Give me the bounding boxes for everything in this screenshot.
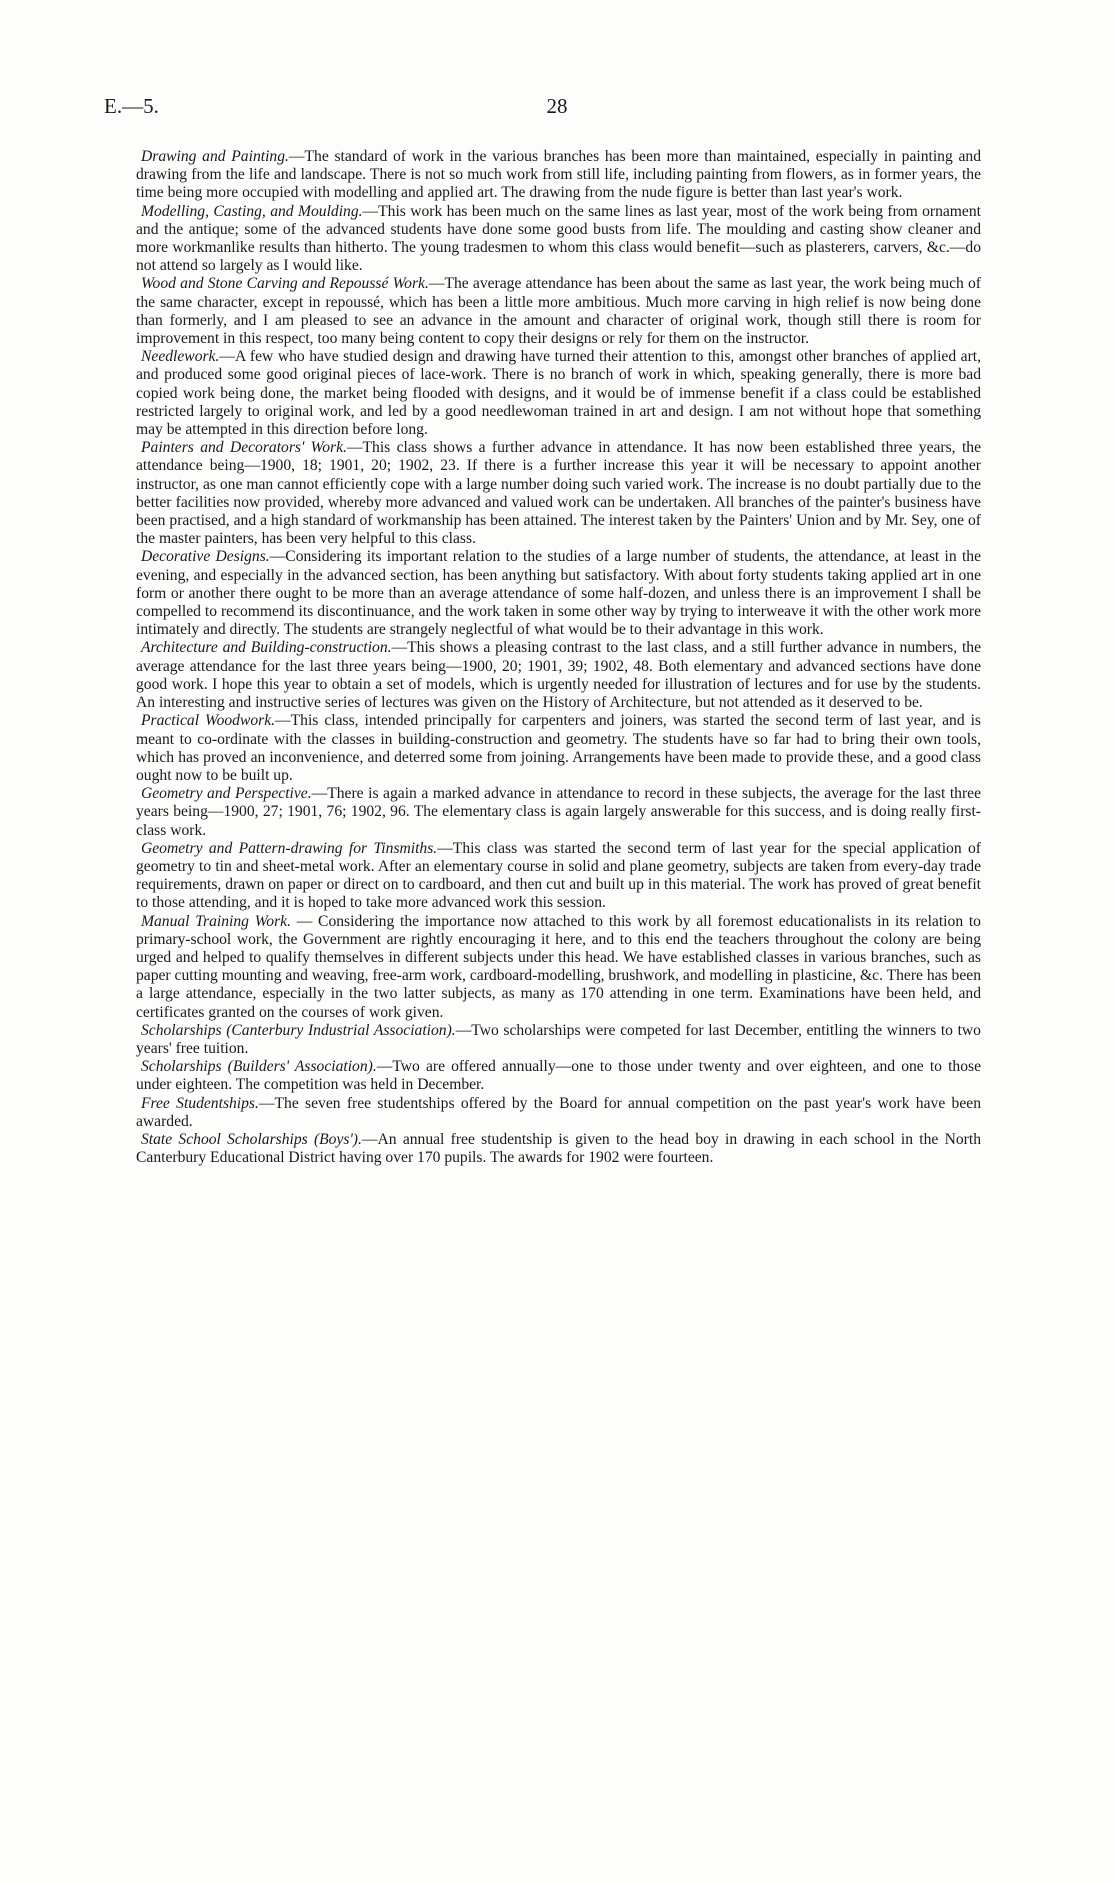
paragraph-state-school-scholarships: State School Scholarships (Boys').—An annual free studentship is given to the head boy in drawing in each school in the North Canterbury Educational District having over 170 pupils. The awards for 1902 were fourteen. bbox=[136, 1130, 981, 1167]
paragraph-free-studentships: Free Studentships.—The seven free studentships offered by the Board for annual competition on the past year's work have been awarded. bbox=[136, 1094, 981, 1130]
document-reference: E.—5. bbox=[104, 94, 159, 118]
paragraph-geometry-perspective: Geometry and Perspective.—There is again a marked advance in attendance to record in these subjects, the average for the last three years being—1900, 27; 1901, 76; 1902, 96. The elementary class is again largely answerable for this success, and is doing really first-class work. bbox=[136, 785, 981, 839]
paragraph-architecture: Architecture and Building-construction.—This shows a pleasing contrast to the last class, and a still further advance in numbers, the average attendance for the last three years being—1900, 20; 1901, 39; 1902, 48. Both elementary and advanced sections have done good work. I hope this year to obtain a set of models, which is urgently needed for illustration of lectures and for use by the students. An interesting and instructive series of lectures was given on the History of Architecture, but not attended as it deserved to be. bbox=[136, 639, 981, 712]
paragraph-manual-training: Manual Training Work. — Considering the importance now attached to this work by all foremost educationalists in its relation to primary-school work, the Government are rightly encouraging it here, and to this end the teachers throughout the colony are being urged and helped to qualify themselves in different subjects under this head. We have established classes in various branches, such as paper cutting mounting and weaving, free-arm work, cardboard-modelling, brushwork, and modelling in plasticine, &c. There has been a large attendance, especially in the two latter subjects, as many as 170 attending in one term. Examinations have been held, and certificates granted on the courses of work given. bbox=[136, 912, 981, 1021]
paragraph-tinsmiths: Geometry and Pattern-drawing for Tinsmiths.—This class was started the second term of last year for the special application of geometry to tin and sheet-metal work. After an elementary course in solid and plane geometry, subjects are taken from every-day trade requirements, drawn on paper or direct on to cardboard, and then cut and built up in this material. The work has proved of great benefit to those attending, and it is hoped to take more advanced work this session. bbox=[136, 839, 981, 912]
paragraph-drawing-painting: Drawing and Painting.—The standard of work in the various branches has been more than maintained, especially in painting and drawing from the life and landscape. There is not so much work from still life, including painting from flowers, as in former years, the time being more occupied with modelling and applied art. The drawing from the nude figure is better than last year's work. bbox=[136, 148, 982, 202]
paragraph-wood-stone-carving: Wood and Stone Carving and Repoussé Work.—The average attendance has been about the same as last year, the work being much of the same character, except in repoussé, which has been a little more ambitious. Much more carving in high relief is now being done than formerly, and I am pleased to see an advance in the amount and character of original work, though still there is room for improvement in this respect, too many being content to copy their designs or rely for them on the instructor. bbox=[136, 275, 981, 348]
paragraph-scholarships-industrial: Scholarships (Canterbury Industrial Association).—Two scholarships were competed for last December, entitling the winners to two years' free tuition. bbox=[136, 1021, 981, 1057]
paragraph-scholarships-builders: Scholarships (Builders' Association).—Two are offered annually—one to those under twenty and over eighteen, and one to those under eighteen. The competition was held in December. bbox=[136, 1058, 981, 1094]
paragraph-needlework: Needlework.—A few who have studied design and drawing have turned their attention to this, amongst other branches of applied art, and produced some good original pieces of lace-work. There is no branch of work in which, speaking generally, there is more bad copied work being done, the market being flooded with designs, and it would be of immense benefit if a class could be established restricted largely to original work, and led by a good needlewoman trained in art and design. I am not without hope that something may be attempted in this direction before long. bbox=[136, 348, 981, 439]
paragraph-modelling-casting: Modelling, Casting, and Moulding.—This work has been much on the same lines as last year, most of the work being from ornament and the antique; some of the advanced students have done some good busts from life. The moulding and casting show cleaner and more workmanlike results than hitherto. The young tradesmen to whom this class would benefit—such as plasterers, carvers, &c.—do not attend so largely as I would like. bbox=[136, 202, 981, 275]
paragraph-practical-woodwork: Practical Woodwork.—This class, intended principally for carpenters and joiners, was started the second term of last year, and is meant to co-ordinate with the classes in building-construction and geometry. The students have so far had to bring their own tools, which has proved an inconvenience, and deterred some from joining. Arrangements have been made to provide these, and a good class ought now to be built up. bbox=[136, 712, 981, 784]
paragraph-painters-decorators: Painters and Decorators' Work.—This class shows a further advance in attendance. It has now been established three years, the attendance being—1900, 18; 1901, 20; 1902, 23. If there is a further increase this year it will be necessary to appoint another instructor, as one man cannot efficiently cope with a large number doing such varied work. The increase is no doubt partially due to the better facilities now provided, whereby more advanced and valued work can be undertaken. All branches of the painter's business have been practised, and a high standard of workmanship has been attained. The interest taken by the Painters' Union and by Mr. Sey, one of the master painters, has been very helpful to this class. bbox=[136, 439, 981, 548]
report-body bbox=[136, 148, 981, 1167]
paragraph-decorative-designs: Decorative Designs.—Considering its important relation to the studies of a large number of students, the attendance, at least in the evening, and especially in the advanced section, has been anything but satisfactory. With about forty students taking applied art in one form or another there ought to be more than an average attendance of some half-dozen, and unless there is an improvement I shall be compelled to recommend its discontinuance, and the work taken in some other way by trying to interweave it with the other work more intimately and directly. The students are strangely neglectful of what would be to their advantage in this work. bbox=[136, 548, 981, 639]
page-header bbox=[104, 94, 1010, 124]
page-number: 28 bbox=[546, 94, 568, 118]
